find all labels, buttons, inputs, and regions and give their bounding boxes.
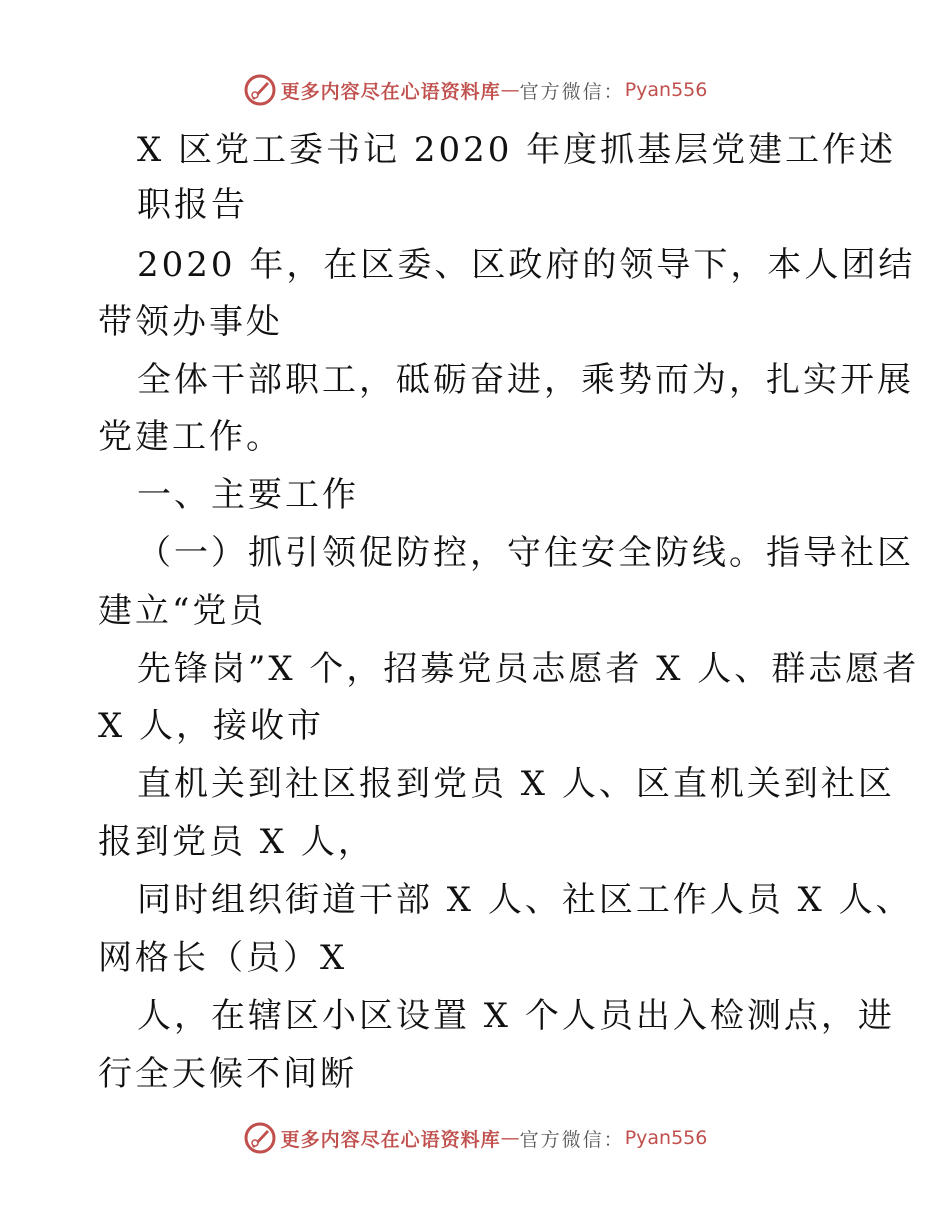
title-line-1: X 区党工委书记 2020 年度抓基层党建工作述 (137, 130, 897, 170)
watermark-wechat-id: Pyan556 (624, 1127, 708, 1149)
quill-logo-icon (243, 1121, 277, 1155)
section-heading: 一、主要工作 (137, 475, 359, 515)
paragraph-line: 同时组织街道干部 X 人、社区工作人员 X 人、 (137, 880, 913, 920)
footer-watermark (0, 1118, 950, 1158)
paragraph-line: 报到党员 X 人， (98, 822, 375, 862)
paragraph-line: 建立“党员 (98, 591, 267, 631)
paragraph-line: 2020 年，在区委、区政府的领导下，本人团结 (137, 245, 916, 285)
paragraph-line: 行全天候不间断 (98, 1054, 357, 1094)
quill-logo-icon (243, 73, 277, 107)
paragraph-line: 直机关到社区报到党员 X 人、区直机关到社区 (137, 764, 895, 804)
paragraph-line: 先锋岗”X 个，招募党员志愿者 X 人、群志愿者 (137, 649, 920, 689)
watermark-official-label: 官方微信： (519, 80, 625, 103)
paragraph-line: X 人，接收市 (98, 706, 325, 746)
paragraph-line: 带领办事处 (98, 302, 283, 342)
paragraph-line: 人，在辖区小区设置 X 个人员出入检测点，进 (137, 996, 895, 1036)
watermark-dash: — (500, 1127, 520, 1149)
watermark-main-text: 更多内容尽在心语资料库 (280, 80, 501, 103)
paragraph-line: （一）抓引领促防控，守住安全防线。指导社区 (137, 533, 914, 573)
watermark-official-label: 官方微信： (519, 1128, 625, 1151)
watermark-wechat-id: Pyan556 (624, 79, 708, 101)
title-line-2: 职报告 (137, 185, 248, 225)
paragraph-line: 党建工作。 (98, 417, 283, 457)
watermark-dash: — (500, 79, 520, 101)
header-watermark (0, 70, 950, 110)
paragraph-line: 网格长（员）X (98, 938, 348, 978)
paragraph-line: 全体干部职工，砥砺奋进，乘势而为，扎实开展 (137, 360, 914, 400)
watermark-main-text: 更多内容尽在心语资料库 (280, 1128, 501, 1151)
